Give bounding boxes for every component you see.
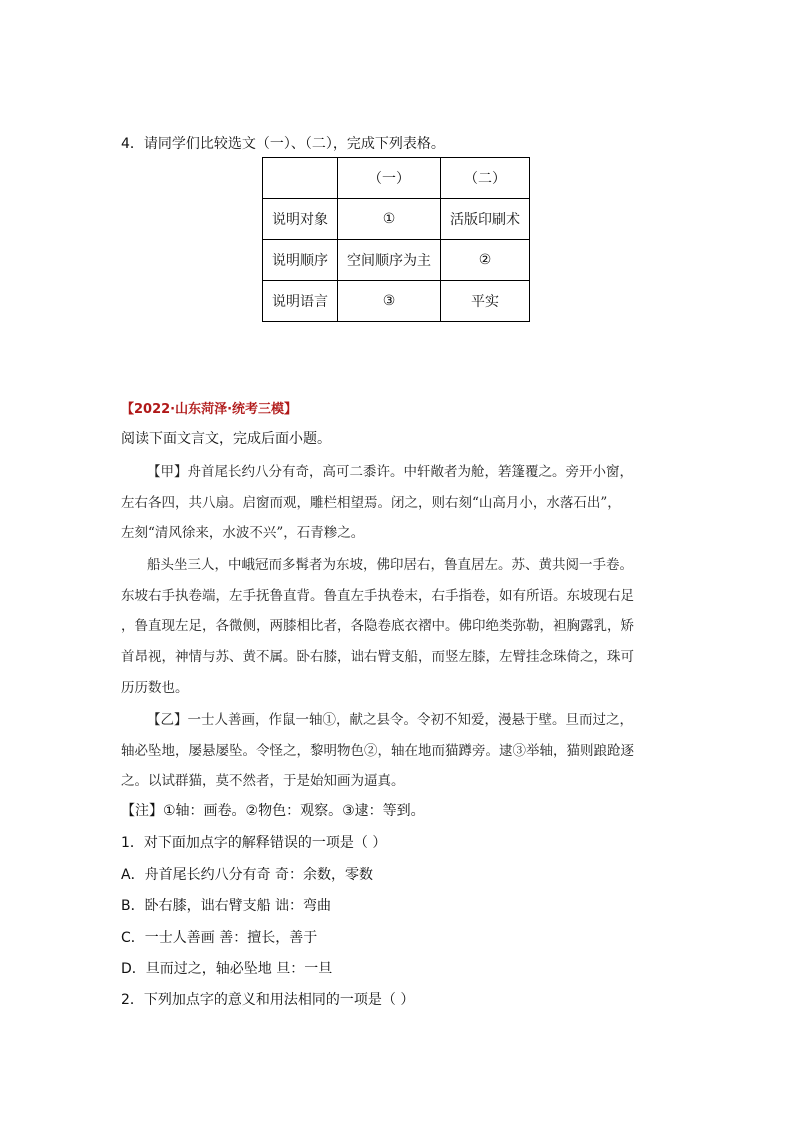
table-row <box>263 199 530 240</box>
question-2: 2．下列加点字的意义和用法相同的一项是（ ） <box>121 992 415 1008</box>
question-4-prompt: 4．请同学们比较选文（一）、（二），完成下列表格。 <box>121 136 445 152</box>
reading-instruction: 阅读下面文言文，完成后面小题。 <box>121 431 331 447</box>
passage-yi-line: 轴必坠地，屡悬屡坠。令怪之，黎明物色②，轴在地而猫蹲旁。逮③举轴，猫则踉跄逐 <box>121 743 634 759</box>
table-row <box>263 281 530 322</box>
table-cell: 说明对象 <box>263 199 338 240</box>
passage-jia-line: 首昂视，神情与苏、黄不属。卧右膝，诎右臂支船，而竖左膝，左臂挂念珠倚之，珠可 <box>121 649 634 665</box>
table-cell: （一） <box>338 158 441 199</box>
blank-marker: ① <box>338 199 441 240</box>
source-label: 【2022·山东菏泽·统考三模】 <box>121 402 298 417</box>
table-row <box>263 240 530 281</box>
passage-jia-line: 左右各四，共八扇。启窗而观，雕栏相望焉。闭之，则右刻“山高月小，水落石出”， <box>121 495 621 511</box>
option-d: D．旦而过之，轴必坠地 旦：一旦 <box>121 961 333 977</box>
question-1: 1．对下面加点字的解释错误的一项是（ ） <box>121 835 387 851</box>
passage-jia-line: 【甲】舟首尾长约八分有奇，高可二黍许。中轩敞者为舱，箬篷覆之。旁开小窗， <box>147 464 633 480</box>
passage-jia-line: 船头坐三人，中峨冠而多髯者为东坡，佛印居右，鲁直居左。苏、黄共阅一手卷。 <box>147 557 633 573</box>
blank-marker: ③ <box>338 281 441 322</box>
table-header-row <box>263 158 530 199</box>
annotation-note: 【注】①轴：画卷。②物色：观察。③逮：等到。 <box>121 803 425 819</box>
table-cell: 空间顺序为主 <box>338 240 441 281</box>
table-cell: 平实 <box>441 281 530 322</box>
passage-yi-line: 之。以试群猫，莫不然者，于是始知画为逼真。 <box>121 773 405 789</box>
table-cell <box>263 158 338 199</box>
option-c: C．一士人善画 善：擅长，善于 <box>121 930 318 946</box>
comparison-table <box>262 157 530 322</box>
table-cell: 说明顺序 <box>263 240 338 281</box>
passage-jia-line: 东坡右手执卷端，左手抚鲁直背。鲁直左手执卷末，右手指卷，如有所语。东坡现右足 <box>121 588 634 604</box>
passage-jia-line: ，鲁直现左足，各微侧，两膝相比者，各隐卷底衣褶中。佛印绝类弥勒，袒胸露乳，矫 <box>121 618 634 634</box>
passage-yi-line: 【乙】一士人善画，作鼠一轴①，献之县令。令初不知爱，漫悬于壁。旦而过之， <box>147 712 633 728</box>
table-cell: （二） <box>441 158 530 199</box>
table-cell: 说明语言 <box>263 281 338 322</box>
table-cell: 活版印刷术 <box>441 199 530 240</box>
passage-jia-line: 历历数也。 <box>121 680 189 696</box>
passage-jia-line: 左刻“清风徐来，水波不兴”，石青糁之。 <box>121 525 365 541</box>
option-a: A．舟首尾长约八分有奇 奇：余数，零数 <box>121 867 374 883</box>
option-b: B．卧右膝，诎右臂支船 诎：弯曲 <box>121 898 332 914</box>
blank-marker: ② <box>441 240 530 281</box>
